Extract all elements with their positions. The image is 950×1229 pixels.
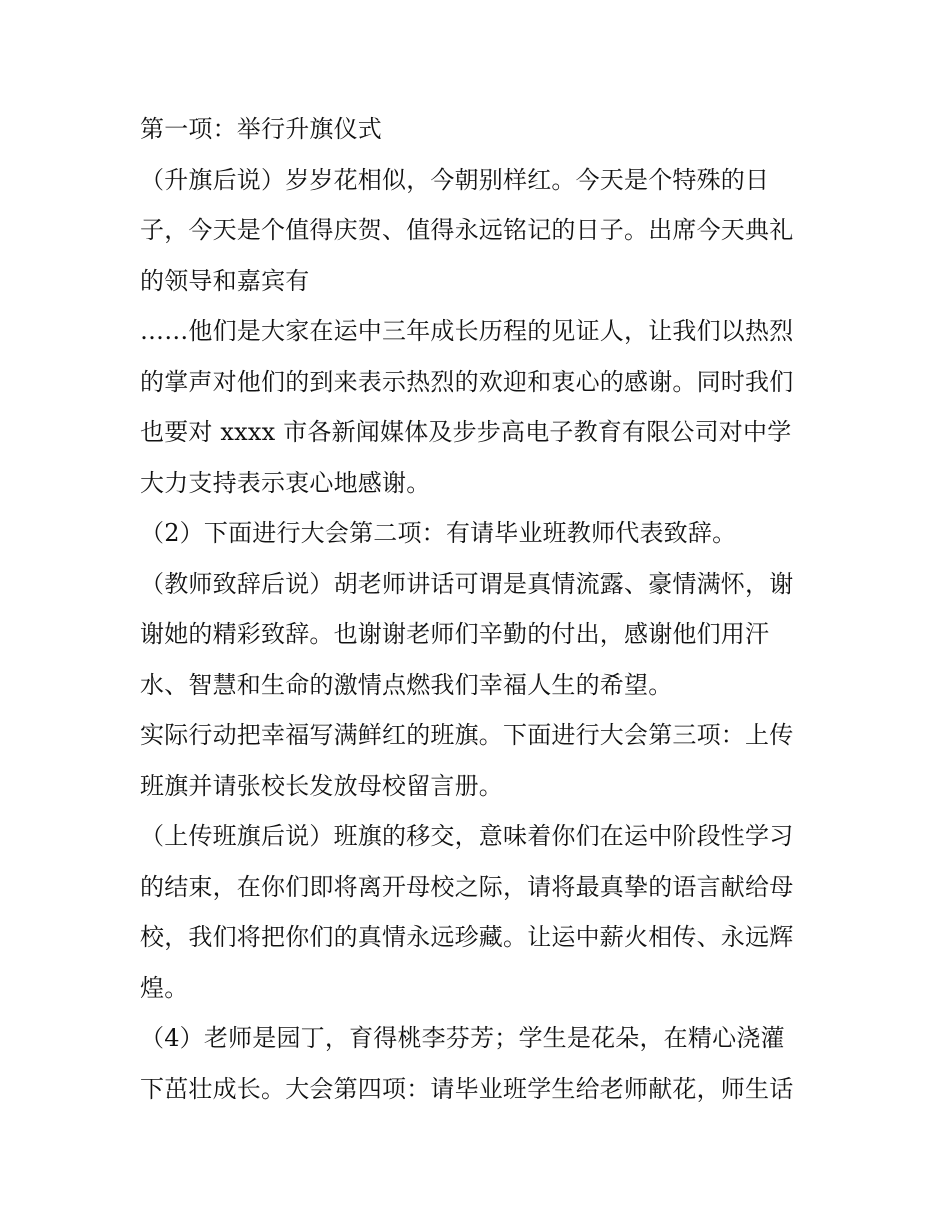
text-line: 的领导和嘉宾有	[140, 266, 310, 295]
text-line: 也要对 xxxx 市各新闻媒体及步步高电子教育有限公司对中学	[140, 418, 792, 446]
text-line: 大力支持表示衷心地感谢。	[140, 468, 431, 497]
text-line: （教师致辞后说）胡老师讲话可谓是真情流露、豪情满怀，谢	[140, 569, 794, 598]
text-line: 的掌声对他们的到来表示热烈的欢迎和衷心的感谢。同时我们	[140, 367, 794, 396]
text-line: 实际行动把幸福写满鲜红的班旗。下面进行大会第三项：上传	[140, 721, 794, 749]
text-line: （2）下面进行大会第二项：有请毕业班教师代表致辞。	[140, 519, 737, 547]
text-line: 煌。	[140, 973, 189, 1002]
text-line: 的结束，在你们即将离开母校之际，请将最真挚的语言献给母	[140, 872, 794, 901]
text-line: 校，我们将把你们的真情永远珍藏。让运中薪火相传、永远辉	[140, 923, 794, 951]
text-line: （4）老师是园丁，育得桃李芬芳；学生是花朵，在精心浇灌	[140, 1024, 785, 1052]
text-line: 下茁壮成长。大会第四项：请毕业班学生给老师献花，师生话	[140, 1074, 794, 1103]
text-line: 谢她的精彩致辞。也谢谢老师们辛勤的付出，感谢他们用汗	[140, 620, 770, 648]
document-body	[140, 104, 820, 1114]
text-line: （升旗后说）岁岁花相似，今朝别样红。今天是个特殊的日	[140, 165, 770, 194]
text-line: （上传班旗后说）班旗的移交，意味着你们在运中阶段性学习	[140, 822, 794, 850]
text-line: 子，今天是个值得庆贺、值得永远铭记的日子。出席今天典礼	[140, 216, 794, 244]
text-line: 水、智慧和生命的激情点燃我们幸福人生的希望。	[140, 670, 673, 699]
text-line: 第一项：举行升旗仪式	[140, 115, 382, 143]
text-line: ……他们是大家在运中三年成长历程的见证人，让我们以热烈	[140, 317, 794, 345]
text-line: 班旗并请张校长发放母校留言册。	[140, 771, 503, 800]
